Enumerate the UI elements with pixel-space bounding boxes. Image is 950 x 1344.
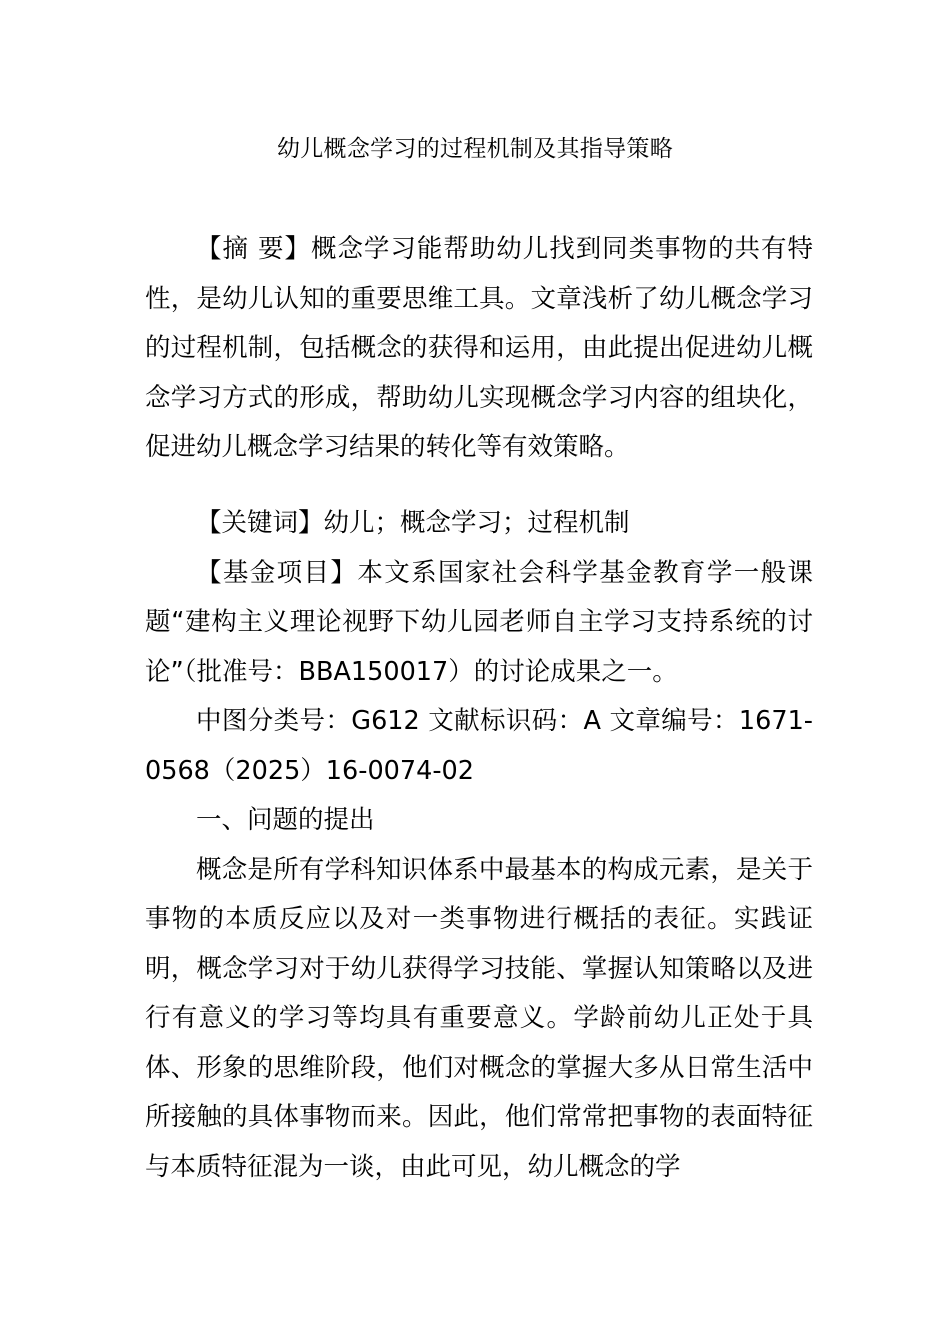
keywords-text: 幼儿；概念学习；过程机制 [323,508,630,538]
classification-info: 中图分类号：G612 文献标识码：A 文章编号：1671-0568（2025）16-0074-02 [145,706,813,786]
fund-label: 【基金项目】 [196,557,358,588]
fund-text: 本文系国家社会科学基金教育学一般课题“建构主义理论视野下幼儿园老师自主学习支持系统的讨论”（批准号：BBA150017）的讨论成果之一。 [145,557,813,687]
section-paragraph: 概念是所有学科知识体系中最基本的构成元素，是关于事物的本质反应以及对一类事物进行概括的表征。实践证明，概念学习对于幼儿获得学习技能、掌握认知策略以及进行有意义的学习等均具有重要意义。学龄前幼儿正处于具体、形象的思维阶段，他们对概念的掌握大多从日常生活中所接触的具体事物而来。因此，他们常常把事物的表面特征与本质特征混为一谈，由此可见，幼儿概念的学 [145,854,813,1182]
keywords-paragraph [145,499,813,549]
abstract-text: 概念学习能帮助幼儿找到同类事物的共有特性，是幼儿认知的重要思维工具。文章浅析了幼儿概念学习的过程机制，包括概念的获得和运用，由此提出促进幼儿概念学习方式的形成，帮助幼儿实现概念学习内容的组块化，促进幼儿概念学习结果的转化等有效策略。 [145,234,813,462]
main-text-block [145,499,813,1192]
abstract-paragraph [145,225,813,473]
keywords-label: 【关键词】 [196,508,324,538]
abstract-block [145,225,813,473]
abstract-label: 【摘 要】 [196,234,311,264]
section-heading: 一、问题的提出 [196,805,375,835]
fund-paragraph [145,549,813,698]
document-title: 幼儿概念学习的过程机制及其指导策略 [276,136,674,162]
